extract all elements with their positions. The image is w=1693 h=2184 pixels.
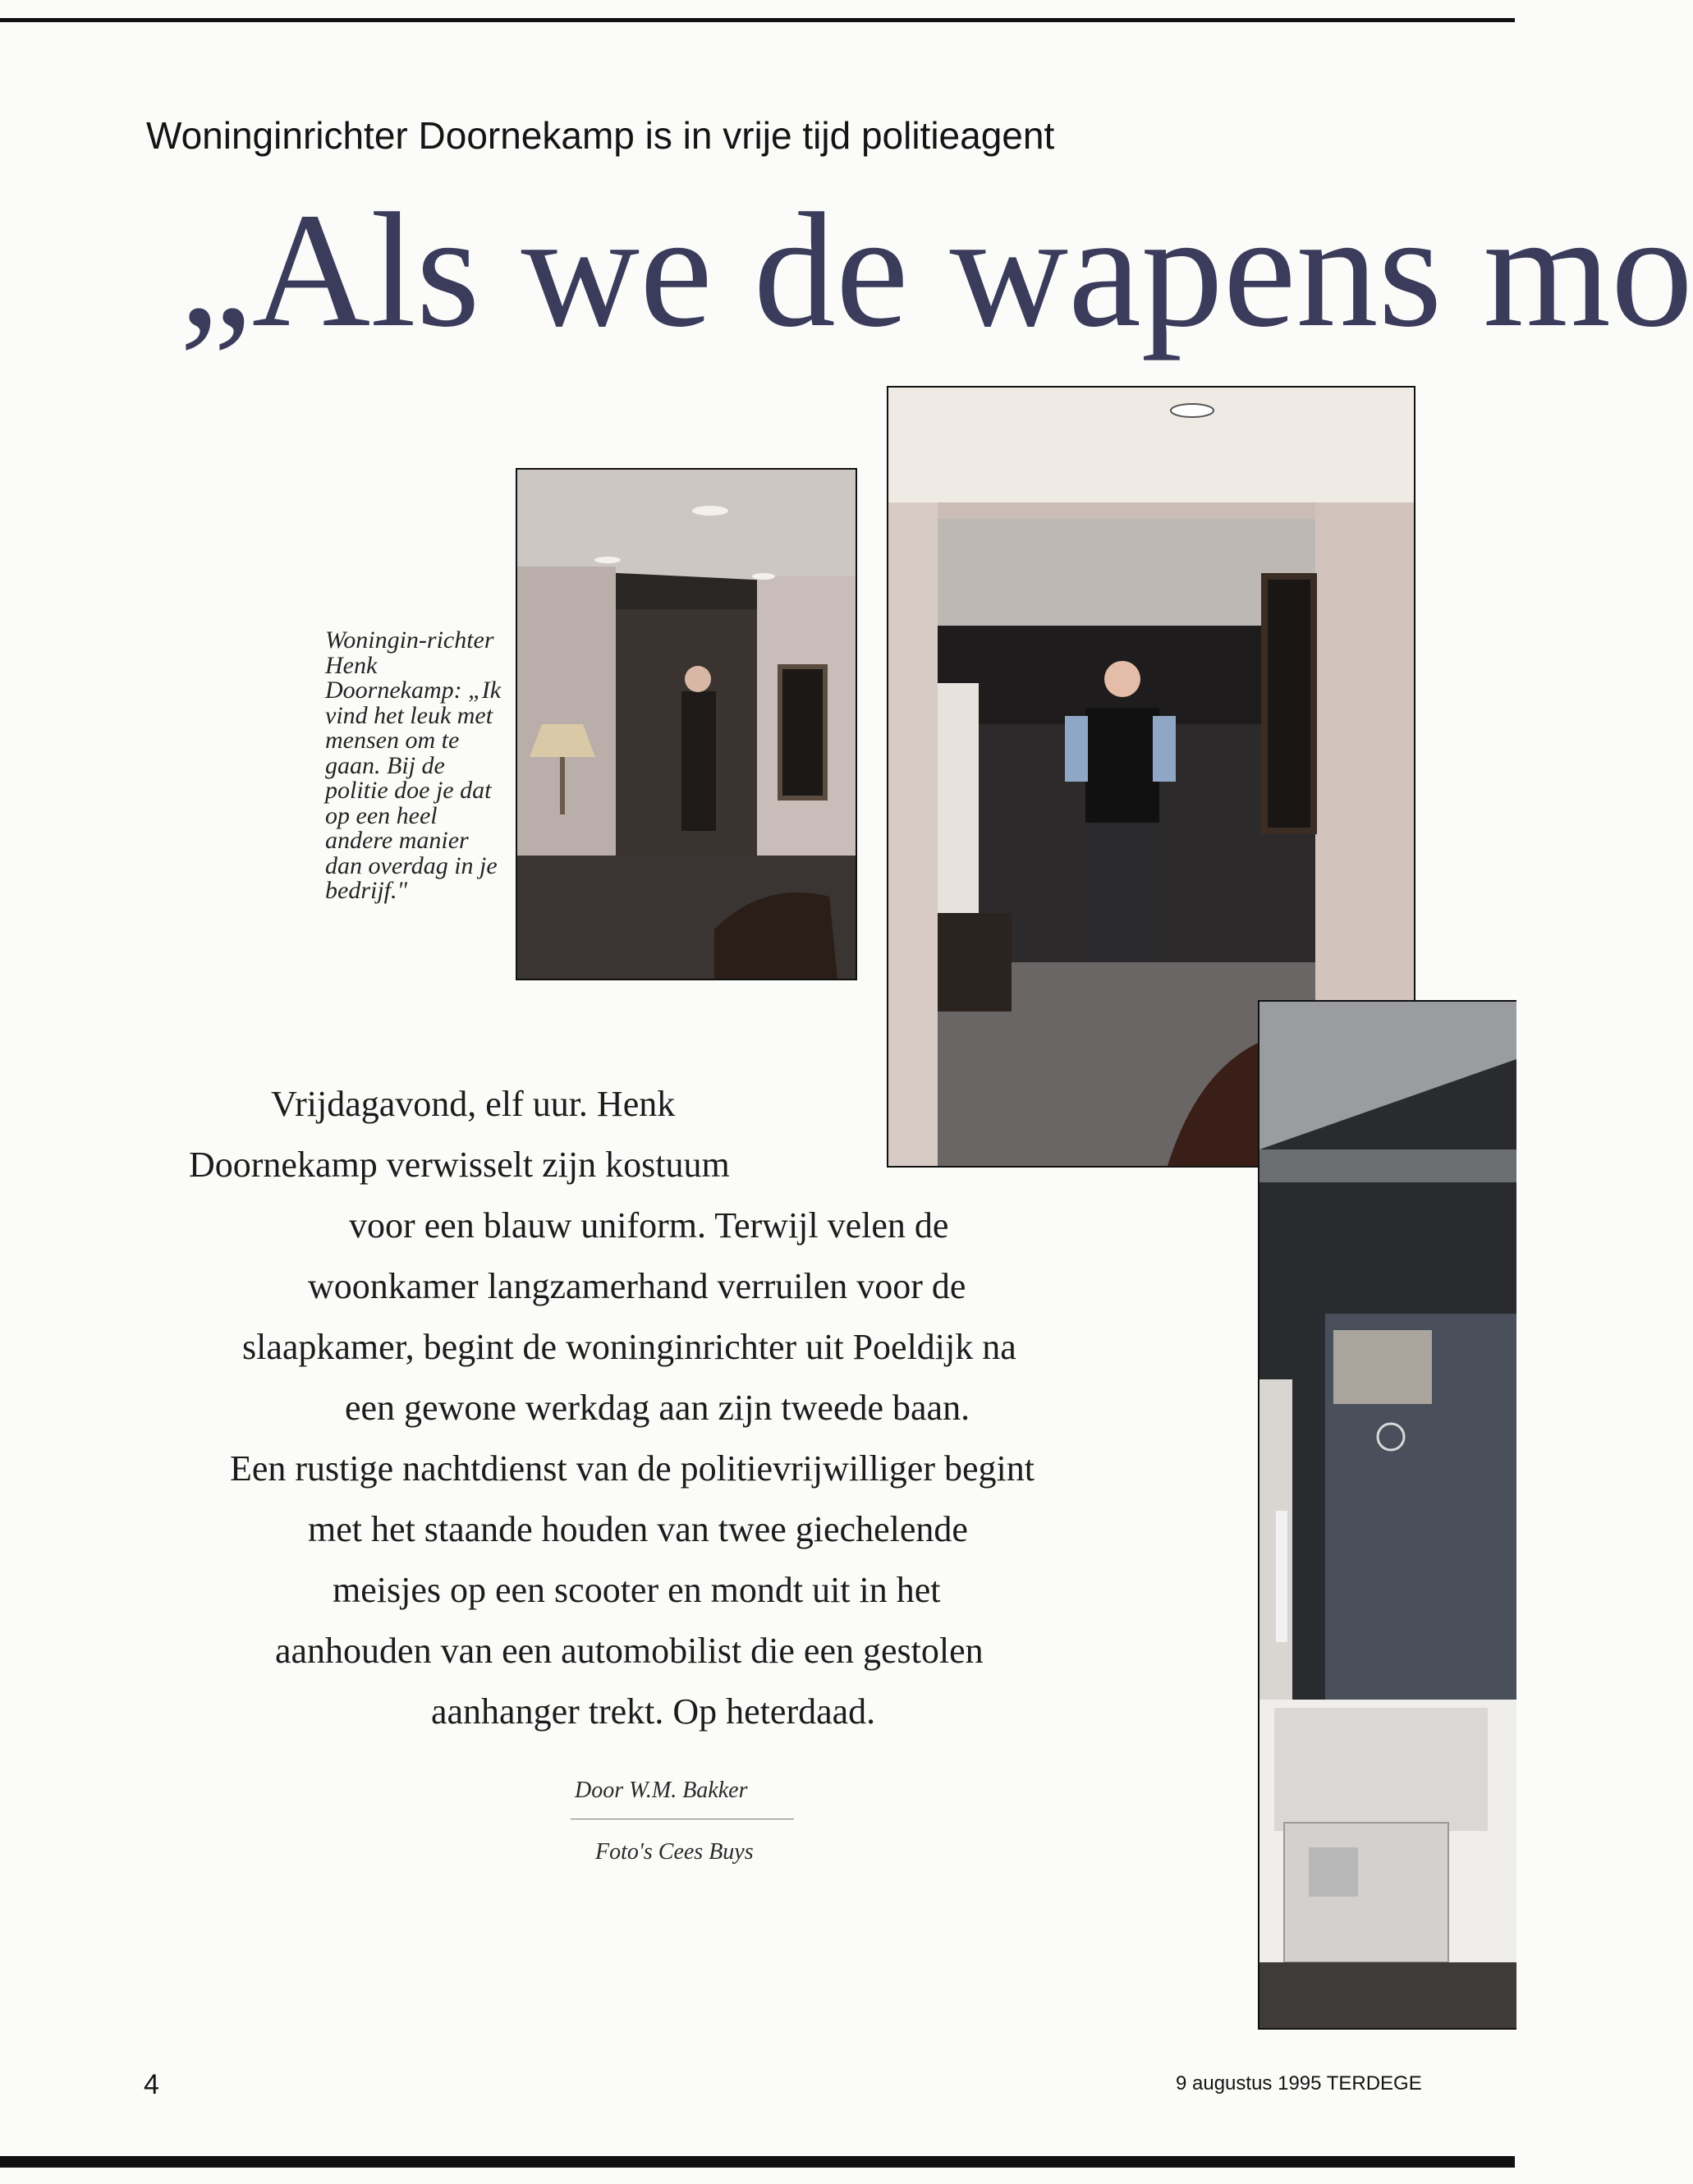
- lead-line: Vrijdagavond, elf uur. Henk: [271, 1084, 676, 1124]
- top-rule: [0, 18, 1515, 22]
- lead-line: slaapkamer, begint de woninginrichter uit Poeldijk na: [242, 1327, 1016, 1367]
- photo-credit: Foto's Cees Buys: [595, 1839, 754, 1865]
- lead-line: woonkamer langzamerhand verruilen voor de: [308, 1266, 966, 1306]
- lead-line: Een rustige nachtdienst van de politievrijwilliger begint: [230, 1448, 1035, 1489]
- headline: „Als we de wapens mo: [179, 180, 1693, 361]
- author-credit: Door W.M. Bakker: [575, 1778, 748, 1803]
- photo-showroom-small: [516, 468, 857, 980]
- issue-footer: 9 augustus 1995 TERDEGE: [1176, 2072, 1422, 2095]
- lead-line: met het staande houden van twee giechelende: [308, 1509, 968, 1549]
- lead-line: aanhouden van een automobilist die een gestolen: [275, 1631, 984, 1671]
- page-number: 4: [144, 2069, 159, 2100]
- bottom-rule: [0, 2156, 1515, 2168]
- lead-line: Doornekamp verwisselt zijn kostuum: [189, 1145, 730, 1185]
- kicker: Woninginrichter Doornekamp is in vrije tijd politieagent: [146, 114, 1055, 157]
- lead-line: aanhanger trekt. Op heterdaad.: [431, 1691, 876, 1732]
- lead-line: voor een blauw uniform. Terwijl velen de: [349, 1205, 949, 1246]
- lead-line: meisjes op een scooter en mondt uit in het: [333, 1570, 941, 1610]
- photo-caption: Woningin-richter Henk Doornekamp: „Ik vind het leuk met mensen om te gaan. Bij de politie doe je dat op een heel andere manier dan overdag in je bedrijf.": [325, 626, 502, 904]
- photo-office-computer: [1258, 1000, 1516, 2030]
- lead-line: een gewone werkdag aan zijn tweede baan.: [345, 1388, 970, 1428]
